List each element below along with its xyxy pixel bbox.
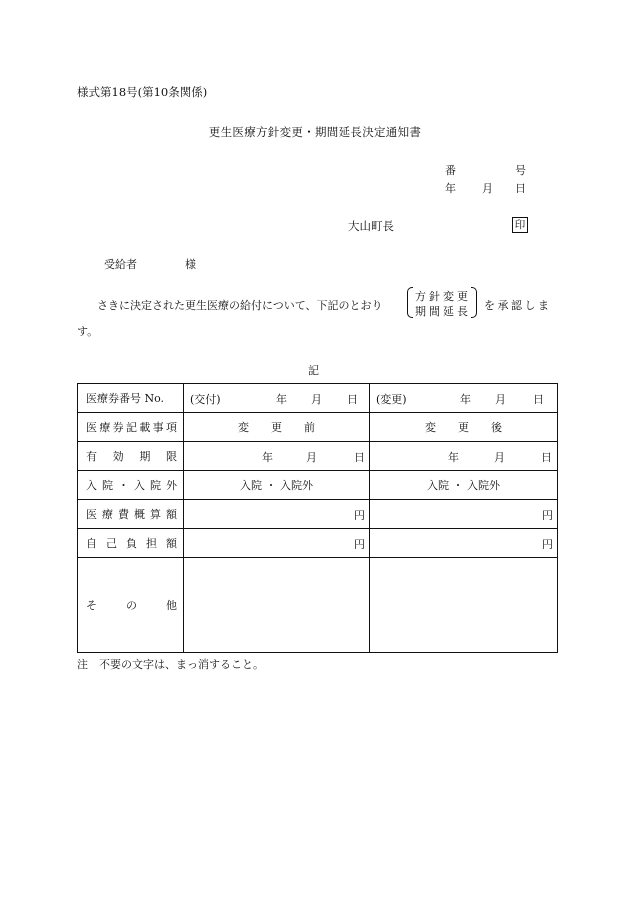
option-policy-change: 方針変更 xyxy=(415,290,471,303)
table-row xyxy=(78,384,558,413)
issued-year: 年 xyxy=(276,393,287,406)
row-label-items: 医療券記載事項 xyxy=(78,413,184,442)
issued-date-cell xyxy=(184,384,370,413)
body-text-suffix: を承認しま xyxy=(484,299,552,312)
row-label-other: その他 xyxy=(78,558,184,653)
body-text-prefix: さきに決定された更生医療の給付について、下記のとおり xyxy=(97,299,383,312)
other-before-cell xyxy=(184,558,370,653)
option-bracket xyxy=(407,287,477,318)
body-text-continuation: す。 xyxy=(77,325,99,338)
table-row xyxy=(78,442,558,471)
cost-before-yen: 円 xyxy=(354,509,365,522)
table-row xyxy=(78,471,558,500)
option-period-extension: 期間延長 xyxy=(415,305,471,318)
recipient-honorific: 様 xyxy=(185,258,196,271)
date-year-label: 年 xyxy=(445,182,456,195)
date-day-label: 日 xyxy=(515,182,526,195)
period-after-cell xyxy=(370,442,558,471)
row-label-self-pay: 自己負担額 xyxy=(78,529,184,558)
left-bracket xyxy=(407,287,413,318)
row-label-ticket-no: 医療券番号 No. xyxy=(78,384,184,413)
changed-label: (変更) xyxy=(376,393,407,406)
self-pay-after-cell xyxy=(370,529,558,558)
number-label: 番 xyxy=(445,164,456,177)
table-row xyxy=(78,500,558,529)
changed-month: 月 xyxy=(495,393,506,406)
issuer-name: 大山町長 xyxy=(348,219,394,233)
form-number: 様式第18号(第10条関係) xyxy=(77,85,208,99)
cost-before-cell xyxy=(184,500,370,529)
period-before-month: 月 xyxy=(306,451,317,464)
period-before-year: 年 xyxy=(262,451,273,464)
period-after-day: 日 xyxy=(541,451,552,464)
changed-date-cell xyxy=(370,384,558,413)
period-before-day: 日 xyxy=(354,451,365,464)
date-month-label: 月 xyxy=(482,182,493,195)
before-header: 変 更 前 xyxy=(184,413,370,442)
number-suffix: 号 xyxy=(515,164,526,177)
table-row xyxy=(78,413,558,442)
issued-label: (交付) xyxy=(190,393,221,406)
other-after-cell xyxy=(370,558,558,653)
row-label-period: 有効期限 xyxy=(78,442,184,471)
row-label-cost: 医療費概算額 xyxy=(78,500,184,529)
issued-month: 月 xyxy=(311,393,322,406)
issued-day: 日 xyxy=(347,393,358,406)
changed-year: 年 xyxy=(460,393,471,406)
seal-mark: 印 xyxy=(512,217,528,233)
table-row xyxy=(78,558,558,653)
inout-after: 入院 ・ 入院外 xyxy=(370,471,558,500)
ki-heading: 記 xyxy=(308,364,319,377)
changed-day: 日 xyxy=(533,393,544,406)
after-header: 変 更 後 xyxy=(370,413,558,442)
period-after-year: 年 xyxy=(448,451,459,464)
self-pay-before-cell xyxy=(184,529,370,558)
table-row xyxy=(78,529,558,558)
cost-after-cell xyxy=(370,500,558,529)
recipient-label: 受給者 xyxy=(104,258,137,271)
self-pay-after-yen: 円 xyxy=(542,538,553,551)
self-pay-before-yen: 円 xyxy=(354,538,365,551)
row-label-inout: 入院・入院外 xyxy=(78,471,184,500)
period-after-month: 月 xyxy=(494,451,505,464)
right-bracket xyxy=(471,287,477,318)
cost-after-yen: 円 xyxy=(542,509,553,522)
inout-before: 入院 ・ 入院外 xyxy=(184,471,370,500)
footnote: 注 不要の文字は、まっ消すること。 xyxy=(77,658,264,671)
details-table xyxy=(77,383,558,653)
period-before-cell xyxy=(184,442,370,471)
document-title: 更生医療方針変更・期間延長決定通知書 xyxy=(208,125,422,139)
